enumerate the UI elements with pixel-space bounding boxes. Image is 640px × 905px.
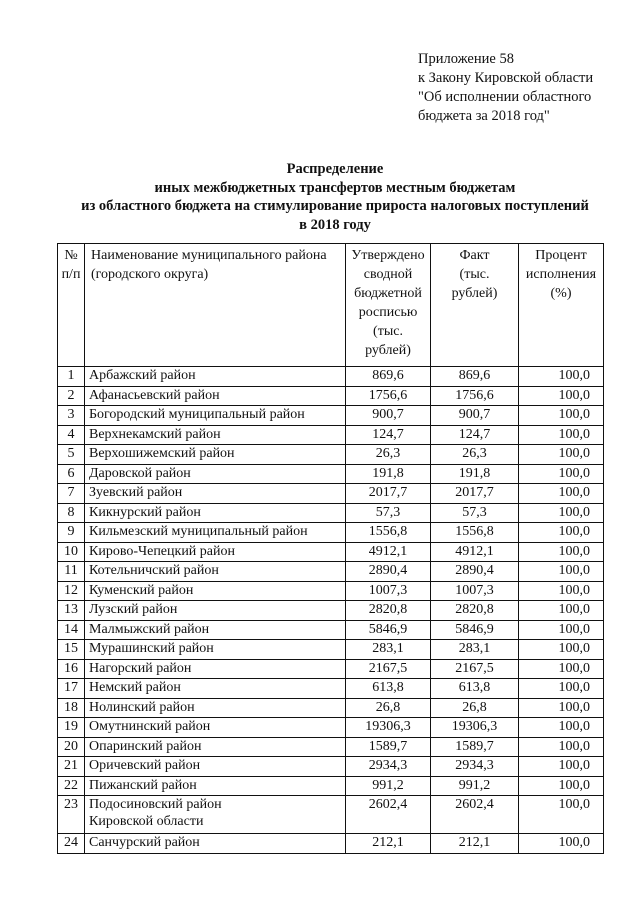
row-approved: 991,2 xyxy=(346,776,431,796)
row-num: 16 xyxy=(58,659,85,679)
row-name: Немский район xyxy=(85,679,346,699)
table-row xyxy=(58,464,604,484)
row-approved: 869,6 xyxy=(346,367,431,387)
row-approved: 613,8 xyxy=(346,679,431,699)
row-approved: 2820,8 xyxy=(346,601,431,621)
row-name: Нолинский район xyxy=(85,698,346,718)
row-fact: 4912,1 xyxy=(431,542,519,562)
row-name: Пижанский район xyxy=(85,776,346,796)
row-approved: 1589,7 xyxy=(346,737,431,757)
row-num: 14 xyxy=(58,620,85,640)
row-fact: 869,6 xyxy=(431,367,519,387)
appendix-line: к Закону Кировской области xyxy=(418,70,594,86)
row-fact: 26,3 xyxy=(431,445,519,465)
row-num: 5 xyxy=(58,445,85,465)
row-fact: 2890,4 xyxy=(431,562,519,582)
row-percent: 100,0 xyxy=(519,367,604,387)
header-num-text: № п/п xyxy=(61,248,81,282)
header-approved-text: Утверждено сводной бюджетной росписью (тыс. рублей) xyxy=(351,248,425,358)
appendix-line: бюджета за 2018 год" xyxy=(418,108,550,124)
row-fact: 2934,3 xyxy=(431,757,519,777)
table-row xyxy=(58,445,604,465)
header-approved xyxy=(346,244,431,367)
row-fact: 1007,3 xyxy=(431,581,519,601)
table-row xyxy=(58,542,604,562)
row-fact: 613,8 xyxy=(431,679,519,699)
row-num: 20 xyxy=(58,737,85,757)
title-line: в 2018 году xyxy=(299,216,371,233)
row-name: Верхнекамский район xyxy=(85,425,346,445)
row-num: 11 xyxy=(58,562,85,582)
table-row xyxy=(58,718,604,738)
row-percent: 100,0 xyxy=(519,718,604,738)
row-approved: 19306,3 xyxy=(346,718,431,738)
row-percent: 100,0 xyxy=(519,601,604,621)
header-num xyxy=(58,244,85,367)
title-line: иных межбюджетных трансфертов местным бюджетам xyxy=(154,179,516,196)
row-approved: 2167,5 xyxy=(346,659,431,679)
row-fact: 1589,7 xyxy=(431,737,519,757)
header-name xyxy=(85,244,346,367)
transfers-table xyxy=(57,243,604,854)
row-fact: 283,1 xyxy=(431,640,519,660)
row-num: 3 xyxy=(58,406,85,426)
row-num: 6 xyxy=(58,464,85,484)
row-fact: 900,7 xyxy=(431,406,519,426)
document-title xyxy=(40,160,630,234)
row-fact: 1556,8 xyxy=(431,523,519,543)
row-fact: 212,1 xyxy=(431,834,519,854)
row-approved: 5846,9 xyxy=(346,620,431,640)
row-percent: 100,0 xyxy=(519,679,604,699)
row-fact: 1756,6 xyxy=(431,386,519,406)
row-name: Опаринский район xyxy=(85,737,346,757)
row-approved: 2017,7 xyxy=(346,484,431,504)
row-approved: 2890,4 xyxy=(346,562,431,582)
row-name: Оричевский район xyxy=(85,757,346,777)
table-row xyxy=(58,737,604,757)
table-row xyxy=(58,484,604,504)
row-num: 10 xyxy=(58,542,85,562)
row-name: Афанасьевский район xyxy=(85,386,346,406)
row-num: 22 xyxy=(58,776,85,796)
row-name-line: Подосиновский район xyxy=(89,797,222,812)
row-percent: 100,0 xyxy=(519,445,604,465)
appendix-note xyxy=(418,50,593,126)
title-line: из областного бюджета на стимулирование прироста налоговых поступлений xyxy=(81,198,589,214)
row-name: Котельничский район xyxy=(85,562,346,582)
table-row xyxy=(58,659,604,679)
row-percent: 100,0 xyxy=(519,386,604,406)
appendix-line: Приложение 58 xyxy=(418,51,514,67)
row-percent: 100,0 xyxy=(519,523,604,543)
row-name: Омутнинский район xyxy=(85,718,346,738)
row-approved: 1556,8 xyxy=(346,523,431,543)
title-line: Распределение xyxy=(286,161,384,177)
table-row xyxy=(58,601,604,621)
table-row xyxy=(58,406,604,426)
row-name: Кирово-Чепецкий район xyxy=(85,542,346,562)
row-name: Арбажский район xyxy=(85,367,346,387)
row-fact: 5846,9 xyxy=(431,620,519,640)
row-num: 19 xyxy=(58,718,85,738)
row-percent: 100,0 xyxy=(519,757,604,777)
row-percent: 100,0 xyxy=(519,581,604,601)
table-row xyxy=(58,679,604,699)
row-percent: 100,0 xyxy=(519,698,604,718)
row-num: 8 xyxy=(58,503,85,523)
row-name-line: Кировской области xyxy=(89,814,204,829)
table-row xyxy=(58,834,604,854)
row-name: Зуевский район xyxy=(85,484,346,504)
row-approved: 212,1 xyxy=(346,834,431,854)
table-row xyxy=(58,796,604,834)
row-num: 17 xyxy=(58,679,85,699)
header-percent xyxy=(519,244,604,367)
table-row xyxy=(58,503,604,523)
table-row xyxy=(58,581,604,601)
row-name: Верхошижемский район xyxy=(85,445,346,465)
table-row xyxy=(58,425,604,445)
row-percent: 100,0 xyxy=(519,484,604,504)
row-approved: 1007,3 xyxy=(346,581,431,601)
row-name: Даровской район xyxy=(85,464,346,484)
row-approved: 283,1 xyxy=(346,640,431,660)
row-fact: 2017,7 xyxy=(431,484,519,504)
row-name: Кикнурский район xyxy=(85,503,346,523)
row-percent: 100,0 xyxy=(519,425,604,445)
table-row xyxy=(58,386,604,406)
row-fact: 2167,5 xyxy=(431,659,519,679)
row-fact: 57,3 xyxy=(431,503,519,523)
row-percent: 100,0 xyxy=(519,464,604,484)
table-row xyxy=(58,776,604,796)
row-fact: 19306,3 xyxy=(431,718,519,738)
row-name: Кильмезский муниципальный район xyxy=(85,523,346,543)
row-name xyxy=(85,796,346,834)
row-fact: 991,2 xyxy=(431,776,519,796)
row-fact: 26,8 xyxy=(431,698,519,718)
row-fact: 2602,4 xyxy=(431,796,519,834)
row-percent: 100,0 xyxy=(519,620,604,640)
table-row xyxy=(58,640,604,660)
table-row xyxy=(58,523,604,543)
header-percent-text: Процент исполнения (%) xyxy=(525,248,597,301)
row-num: 15 xyxy=(58,640,85,660)
row-fact: 124,7 xyxy=(431,425,519,445)
row-approved: 191,8 xyxy=(346,464,431,484)
row-approved: 57,3 xyxy=(346,503,431,523)
row-percent: 100,0 xyxy=(519,834,604,854)
row-num: 21 xyxy=(58,757,85,777)
table-row xyxy=(58,620,604,640)
row-percent: 100,0 xyxy=(519,659,604,679)
table-row xyxy=(58,562,604,582)
table-row xyxy=(58,698,604,718)
row-name: Мурашинский район xyxy=(85,640,346,660)
row-num: 23 xyxy=(58,796,85,834)
header-fact xyxy=(431,244,519,367)
row-num: 12 xyxy=(58,581,85,601)
row-name: Куменский район xyxy=(85,581,346,601)
row-approved: 4912,1 xyxy=(346,542,431,562)
row-num: 13 xyxy=(58,601,85,621)
row-num: 9 xyxy=(58,523,85,543)
row-name: Нагорский район xyxy=(85,659,346,679)
row-fact: 2820,8 xyxy=(431,601,519,621)
table-row xyxy=(58,367,604,387)
row-percent: 100,0 xyxy=(519,562,604,582)
header-fact-text: Факт (тыс. рублей) xyxy=(451,248,498,301)
table-row xyxy=(58,757,604,777)
row-num: 7 xyxy=(58,484,85,504)
row-name: Лузский район xyxy=(85,601,346,621)
row-approved: 1756,6 xyxy=(346,386,431,406)
row-percent: 100,0 xyxy=(519,542,604,562)
row-num: 24 xyxy=(58,834,85,854)
row-num: 1 xyxy=(58,367,85,387)
row-name: Санчурский район xyxy=(85,834,346,854)
row-approved: 26,8 xyxy=(346,698,431,718)
row-name: Малмыжский район xyxy=(85,620,346,640)
appendix-line: "Об исполнении областного xyxy=(418,89,592,105)
row-percent: 100,0 xyxy=(519,503,604,523)
row-percent: 100,0 xyxy=(519,776,604,796)
row-approved: 900,7 xyxy=(346,406,431,426)
row-percent: 100,0 xyxy=(519,406,604,426)
row-name: Богородский муниципальный район xyxy=(85,406,346,426)
header-name-text: Наименование муниципального района (городского округа) xyxy=(91,248,327,282)
row-fact: 191,8 xyxy=(431,464,519,484)
row-percent: 100,0 xyxy=(519,796,604,834)
row-percent: 100,0 xyxy=(519,737,604,757)
row-num: 18 xyxy=(58,698,85,718)
row-approved: 124,7 xyxy=(346,425,431,445)
row-num: 4 xyxy=(58,425,85,445)
row-approved: 2602,4 xyxy=(346,796,431,834)
row-approved: 2934,3 xyxy=(346,757,431,777)
row-approved: 26,3 xyxy=(346,445,431,465)
row-percent: 100,0 xyxy=(519,640,604,660)
row-num: 2 xyxy=(58,386,85,406)
table-header-row xyxy=(58,244,604,367)
